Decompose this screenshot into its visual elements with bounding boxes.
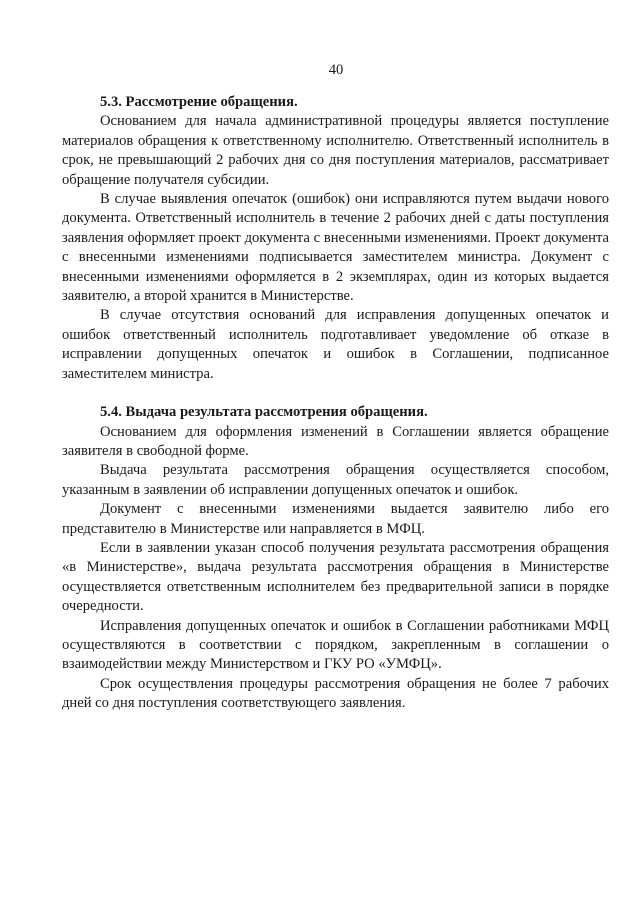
paragraph: В случае выявления опечаток (ошибок) они исправляются путем выдачи нового документа. Ответственный исполнитель в течение 2 рабочих дней с даты поступления заявления оформляет проект документа с внесенными изменениями. Проект документа с внесенными изменениями подписывается заместителем министра. Документ с внесенными изменениями оформляется в 2 экземплярах, один из которых выдается заявителю, а второй хранится в Министерстве. [62,191,609,305]
section-5-4 [62,403,609,714]
paragraph: Выдача результата рассмотрения обращения осуществляется способом, указанным в заявлении об исправлении допущенных опечаток и ошибок. [62,462,609,498]
section-heading: 5.3. Рассмотрение обращения. [100,94,298,110]
paragraph: В случае отсутствия оснований для исправления допущенных опечаток и ошибок ответственный исполнитель подготавливает уведомление об отказе в исправлении допущенных опечаток и ошибок в Соглашении, подписанное заместителем министра. [62,307,609,382]
paragraph: Срок осуществления процедуры рассмотрения обращения не более 7 рабочих дней со дня поступления соответствующего заявления. [62,675,609,712]
section-5-3 [62,93,609,384]
paragraph: Основанием для оформления изменений в Соглашении является обращение заявителя в свободной форме. [62,423,609,459]
section-heading: 5.4. Выдача результата рассмотрения обращения. [100,404,428,421]
document-body [62,93,609,714]
paragraph: Документ с внесенными изменениями выдается заявителю либо его представителю в Министерстве или направляется в МФЦ. [62,501,609,537]
paragraph: Основанием для начала административной процедуры является поступление материалов обращения к ответственному исполнителю. Ответственный исполнитель в срок, не превышающий 2 рабочих дня со дня поступления материалов, рассматривает обращение получателя субсидии. [62,113,609,188]
paragraph: Исправления допущенных опечаток и ошибок в Соглашении работниками МФЦ осуществляются в соответствии с порядком, закрепленным в соглашении о взаимодействии между Министерством и ГКУ РО «УМФЦ». [62,617,609,673]
paragraph: Если в заявлении указан способ получения результата рассмотрения обращения «в Министерстве», выдача результата рассмотрения обращения в Министерстве осуществляется ответственным исполнителем без предварительной записи в порядке очередности. [62,539,609,615]
page-number: 40 [328,62,344,78]
